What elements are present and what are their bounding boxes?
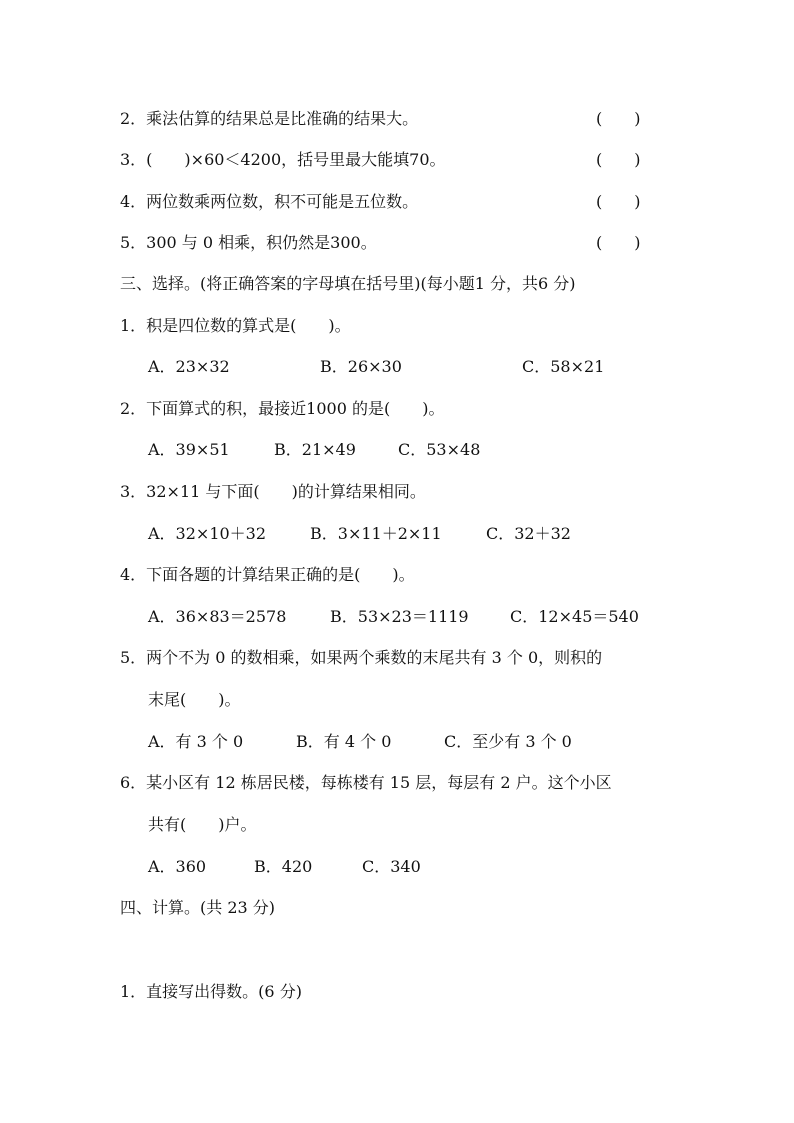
option-a[interactable]: A．32×10＋32 <box>148 524 267 543</box>
option-a[interactable]: A．23×32 <box>148 357 230 376</box>
option-c[interactable]: C．340 <box>362 857 421 876</box>
judge-item-2: 2．乘法估算的结果总是比准确的结果大。 <box>120 109 419 128</box>
calc-subheading-1: 1．直接写出得数。(6 分) <box>120 982 302 1001</box>
choice-question-6-cont: 共有( )户。 <box>148 815 257 834</box>
choice-question-3: 3．32×11 与下面( )的计算结果相同。 <box>120 482 426 501</box>
answer-paren[interactable]: ( ) <box>596 150 641 169</box>
answer-paren[interactable]: ( ) <box>596 192 641 211</box>
section-heading-choice: 三、选择。(将正确答案的字母填在括号里)(每小题1 分，共6 分) <box>120 274 576 293</box>
option-a[interactable]: A．有 3 个 0 <box>148 732 244 751</box>
choice-question-6: 6．某小区有 12 栋居民楼，每栋楼有 15 层，每层有 2 户。这个小区 <box>120 773 612 792</box>
option-b[interactable]: B．26×30 <box>320 357 402 376</box>
option-b[interactable]: B．420 <box>254 857 313 876</box>
option-c[interactable]: C．53×48 <box>398 440 481 459</box>
option-b[interactable]: B．3×11＋2×11 <box>310 524 442 543</box>
option-b[interactable]: B．21×49 <box>274 440 356 459</box>
option-a[interactable]: A．360 <box>148 857 207 876</box>
judge-item-5: 5．300 与 0 相乘，积仍然是300。 <box>120 233 377 252</box>
option-a[interactable]: A．36×83＝2578 <box>148 607 287 626</box>
option-c[interactable]: C．至少有 3 个 0 <box>444 732 572 751</box>
choice-question-5-cont: 末尾( )。 <box>148 690 241 709</box>
choice-question-5: 5．两个不为 0 的数相乘，如果两个乘数的末尾共有 3 个 0，则积的 <box>120 648 603 667</box>
answer-paren[interactable]: ( ) <box>596 109 641 128</box>
option-c[interactable]: C．58×21 <box>522 357 605 376</box>
judge-item-4: 4．两位数乘两位数，积不可能是五位数。 <box>120 192 419 211</box>
option-b[interactable]: B．有 4 个 0 <box>296 732 392 751</box>
option-b[interactable]: B．53×23＝1119 <box>330 607 469 626</box>
answer-paren[interactable]: ( ) <box>596 233 641 252</box>
option-c[interactable]: C．12×45＝540 <box>510 607 639 626</box>
choice-question-1: 1．积是四位数的算式是( )。 <box>120 316 351 335</box>
choice-question-4: 4．下面各题的计算结果正确的是( )。 <box>120 565 415 584</box>
section-heading-calc: 四、计算。(共 23 分) <box>120 898 276 917</box>
judge-item-3: 3．( )×60＜4200，括号里最大能填70。 <box>120 150 446 169</box>
choice-question-2: 2．下面算式的积，最接近1000 的是( )。 <box>120 399 445 418</box>
option-a[interactable]: A．39×51 <box>148 440 230 459</box>
option-c[interactable]: C．32＋32 <box>486 524 571 543</box>
